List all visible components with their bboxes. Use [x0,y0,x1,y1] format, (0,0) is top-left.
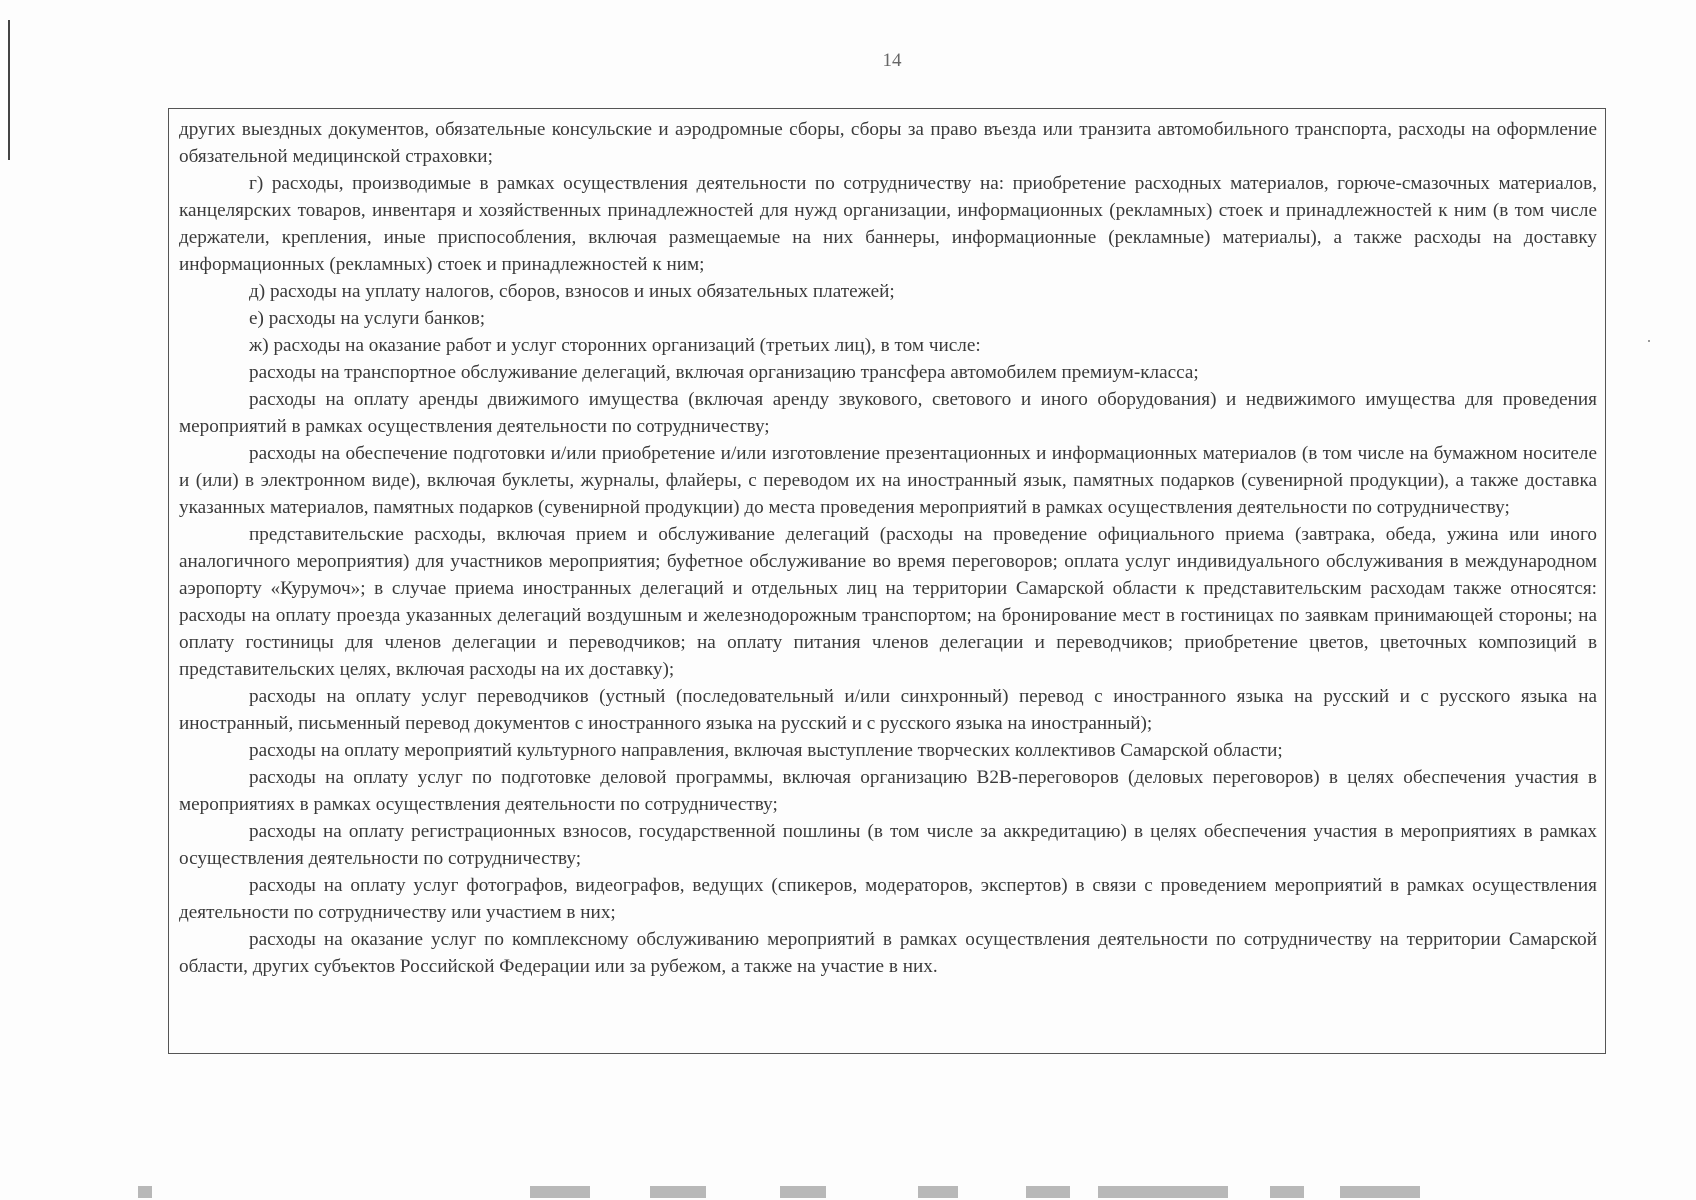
paragraph-item-zh: ж) расходы на оказание работ и услуг сторонних организаций (третьих лиц), в том числе: [249,335,981,356]
paragraph-materials: расходы на обеспечение подготовки и/или приобретение и/или изготовление презентационных и информационных материалов (в том числе на бумажном носителе и (или) в электронном виде), включая буклеты, журналы, флайеры, с переводом их на иностранный язык, памятных подарков (сувенирной продукции), а также доставка указанных материалов, памятных подарков (сувенирной продукции) до места проведения мероприятий в рамках осуществления деятельности по сотрудничеству; [179,443,1597,518]
paragraph-culture: расходы на оплату мероприятий культурного направления, включая выступление творческих коллективов Самарской области; [249,740,1283,761]
page-number: 14 [882,50,902,71]
paragraph-photographers: расходы на оплату услуг фотографов, видеографов, ведущих (спикеров, модераторов, экспертов) в связи с проведением мероприятий в рамках осуществления деятельности по сотрудничеству или участием в них; [179,875,1597,923]
paragraph-rent: расходы на оплату аренды движимого имущества (включая аренду звукового, светового и иного оборудования) и недвижимого имущества для проведения мероприятий в рамках осуществления деятельности по сотрудничеству; [179,389,1597,437]
paragraph-complex-service: расходы на оказание услуг по комплексному обслуживанию мероприятий в рамках осуществления деятельности по сотрудничеству на территории Самарской области, других субъектов Российской Федерации или за рубежом, а также на участие в них. [179,929,1597,977]
paragraph-registration: расходы на оплату регистрационных взносов, государственной пошлины (в том числе за аккредитацию) в целях обеспечения участия в мероприятиях в рамках осуществления деятельности по сотрудничеству; [179,821,1597,869]
paragraph-translators: расходы на оплату услуг переводчиков (устный (последовательный и/или синхронный) перевод с иностранного языка на русский и с русского языка на иностранный, письменный перевод документов с иностранного языка на русский и с русского языка на иностранный); [179,686,1597,734]
paragraph-item-g: г) расходы, производимые в рамках осуществления деятельности по сотрудничеству на: приобретение расходных материалов, горюче-смазочных материалов, канцелярских товаров, инвентаря и хозяйственных принадлежностей для нужд организации, информационных (рекламных) стоек и принадлежностей к ним (в том числе держатели, крепления, иные приспособления, включая размещаемые на них баннеры, информационные (рекламные) материалы), а также расходы на доставку информационных (рекламных) стоек и принадлежностей к ним; [179,173,1597,275]
paragraph-transport: расходы на транспортное обслуживание делегаций, включая организацию трансфера автомобилем премиум-класса; [249,362,1199,383]
paragraph-continuation: других выездных документов, обязательные консульские и аэродромные сборы, сборы за право въезда или транзита автомобильного транспорта, расходы на оформление обязательной медицинской страховки; [179,119,1597,167]
scan-edge-mark [8,20,10,160]
paragraph-item-d: д) расходы на уплату налогов, сборов, взносов и иных обязательных платежей; [249,281,895,302]
paragraph-representative: представительские расходы, включая прием и обслуживание делегаций (расходы на проведение официального приема (завтрака, обеда, ужина или иного аналогичного мероприятия) для участников мероприятия; буфетное обслуживание во время переговоров; оплата услуг индивидуального обслуживания в международном аэропорту «Курумоч»; в случае приема иностранных делегаций и отдельных лиц на территории Самарской области к представительским расходам также относятся: расходы на оплату проезда указанных делегаций воздушным и железнодорожным транспортом; на бронирование мест в гостиницах по заявкам принимающей стороны; на оплату гостиницы для членов делегации и переводчиков; на оплату питания членов делегации и переводчиков; приобретение цветов, цветочных композиций в представительских целях, включая расходы на их доставку); [179,524,1597,680]
paragraph-item-e: е) расходы на услуги банков; [249,308,486,329]
document-table-cell [168,108,1606,1054]
bottom-scan-artifact [0,1178,1696,1200]
paragraph-business-program: расходы на оплату услуг по подготовке деловой программы, включая организацию B2B-переговоров (деловых переговоров) в целях обеспечения участия в мероприятиях в рамках осуществления деятельности по сотрудничеству; [179,767,1597,815]
scan-speck [1648,340,1650,342]
